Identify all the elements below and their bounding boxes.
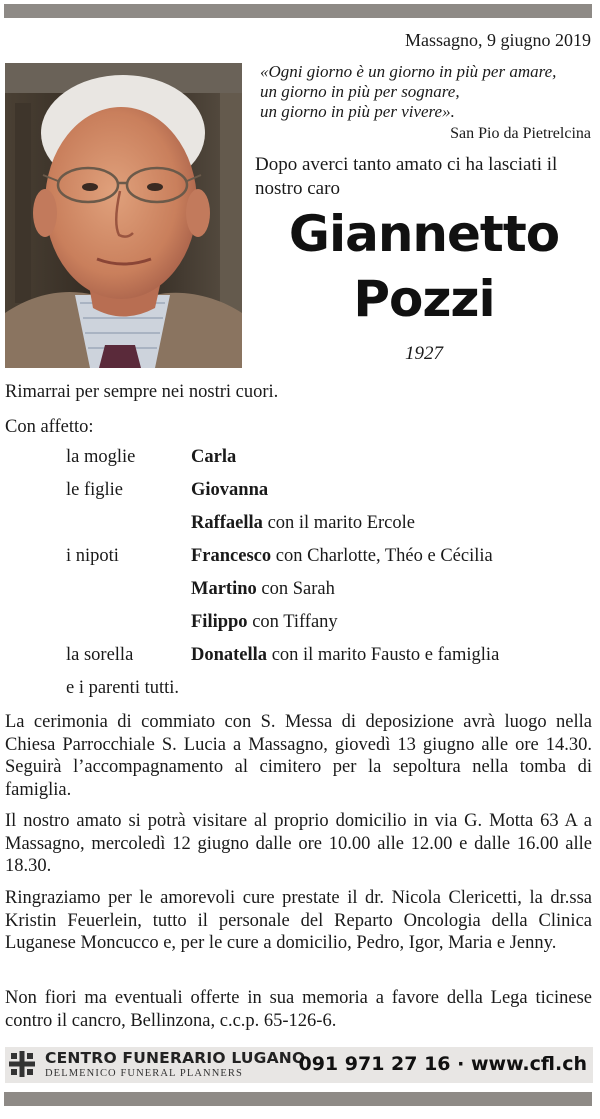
family-name: Raffaella xyxy=(191,513,263,533)
funeral-home-footer xyxy=(5,1047,593,1083)
donations-paragraph: Non fiori ma eventuali offerte in sua memoria a favore della Lega ticinese contro il cancro, Bellinzona, c.c.p. 65-126-6. xyxy=(5,988,592,1031)
family-name: Giovanna xyxy=(191,480,269,500)
portrait-photo xyxy=(5,63,242,368)
family-relation: e i parenti tutti. xyxy=(66,678,180,698)
quote-line: un giorno in più per vivere». xyxy=(260,102,455,121)
quote xyxy=(260,62,592,122)
deceased-last-name: Pozzi xyxy=(353,270,495,328)
family-detail: con il marito Fausto e famiglia xyxy=(267,645,500,665)
date-place: Massagno, 9 giugno 2019 xyxy=(405,30,591,50)
family-detail: con Charlotte, Théo e Cécilia xyxy=(271,546,493,566)
intro-text: Dopo averci tanto amato ci ha lasciati il nostro caro xyxy=(255,154,558,199)
thanks-paragraph: Ringraziamo per le amorevoli cure prestate il dr. Nicola Clericetti, la dr.ssa Kristin Feuerlein, tutto il personale del Reparto Oncologia della Clinica Luganese Moncucco e, per le cure a domicilio, Pedro, Igor, Maria e Jenny. xyxy=(5,888,592,954)
remember-text: Rimarrai per sempre nei nostri cuori. xyxy=(5,382,279,402)
birth-year: 1927 xyxy=(405,343,443,364)
family-relation: la moglie xyxy=(66,447,136,467)
family-detail: con il marito Ercole xyxy=(262,513,415,533)
funeral-home-name: CENTRO FUNERARIO LUGANO xyxy=(45,1049,306,1067)
visit-paragraph: Il nostro amato si potrà visitare al proprio domicilio in via G. Motta 63 A a Massagno, mercoledì 12 giugno dalle ore 10.00 alle 12.00 e dalle 16.00 alle 18.30. xyxy=(5,811,592,877)
family-relation: i nipoti xyxy=(66,546,119,566)
affection-text: Con affetto: xyxy=(5,417,94,437)
family-name: Francesco xyxy=(191,546,272,566)
family-relation: la sorella xyxy=(66,645,134,665)
family-name: Filippo xyxy=(191,612,248,632)
cross-logo-icon xyxy=(9,1051,35,1077)
top-rule xyxy=(4,4,592,18)
funeral-home-subtitle: DELMENICO FUNERAL PLANNERS xyxy=(45,1068,243,1079)
family-detail: con Tiffany xyxy=(247,612,338,632)
family-name: Martino xyxy=(191,579,257,599)
bottom-rule xyxy=(4,1092,592,1106)
quote-line: un giorno in più per sognare, xyxy=(260,82,460,101)
family-detail: con Sarah xyxy=(256,579,335,599)
quote-author: San Pio da Pietrelcina xyxy=(450,125,591,142)
family-name: Donatella xyxy=(191,645,268,665)
funeral-home-contact: 091 971 27 16 · www.cfl.ch xyxy=(298,1053,587,1075)
family-relation: le figlie xyxy=(66,480,124,500)
deceased-first-name: Giannetto xyxy=(288,205,560,263)
family-name: Carla xyxy=(191,447,237,467)
ceremony-paragraph: La cerimonia di commiato con S. Messa di deposizione avrà luogo nella Chiesa Parrocchiale S. Lucia a Massagno, giovedì 13 giugno alle ore 14.30. Seguirà l’accompagnamento al cimitero per la sepoltura nella tomba di famiglia. xyxy=(5,712,592,800)
quote-line: «Ogni giorno è un giorno in più per amare, xyxy=(260,62,557,81)
